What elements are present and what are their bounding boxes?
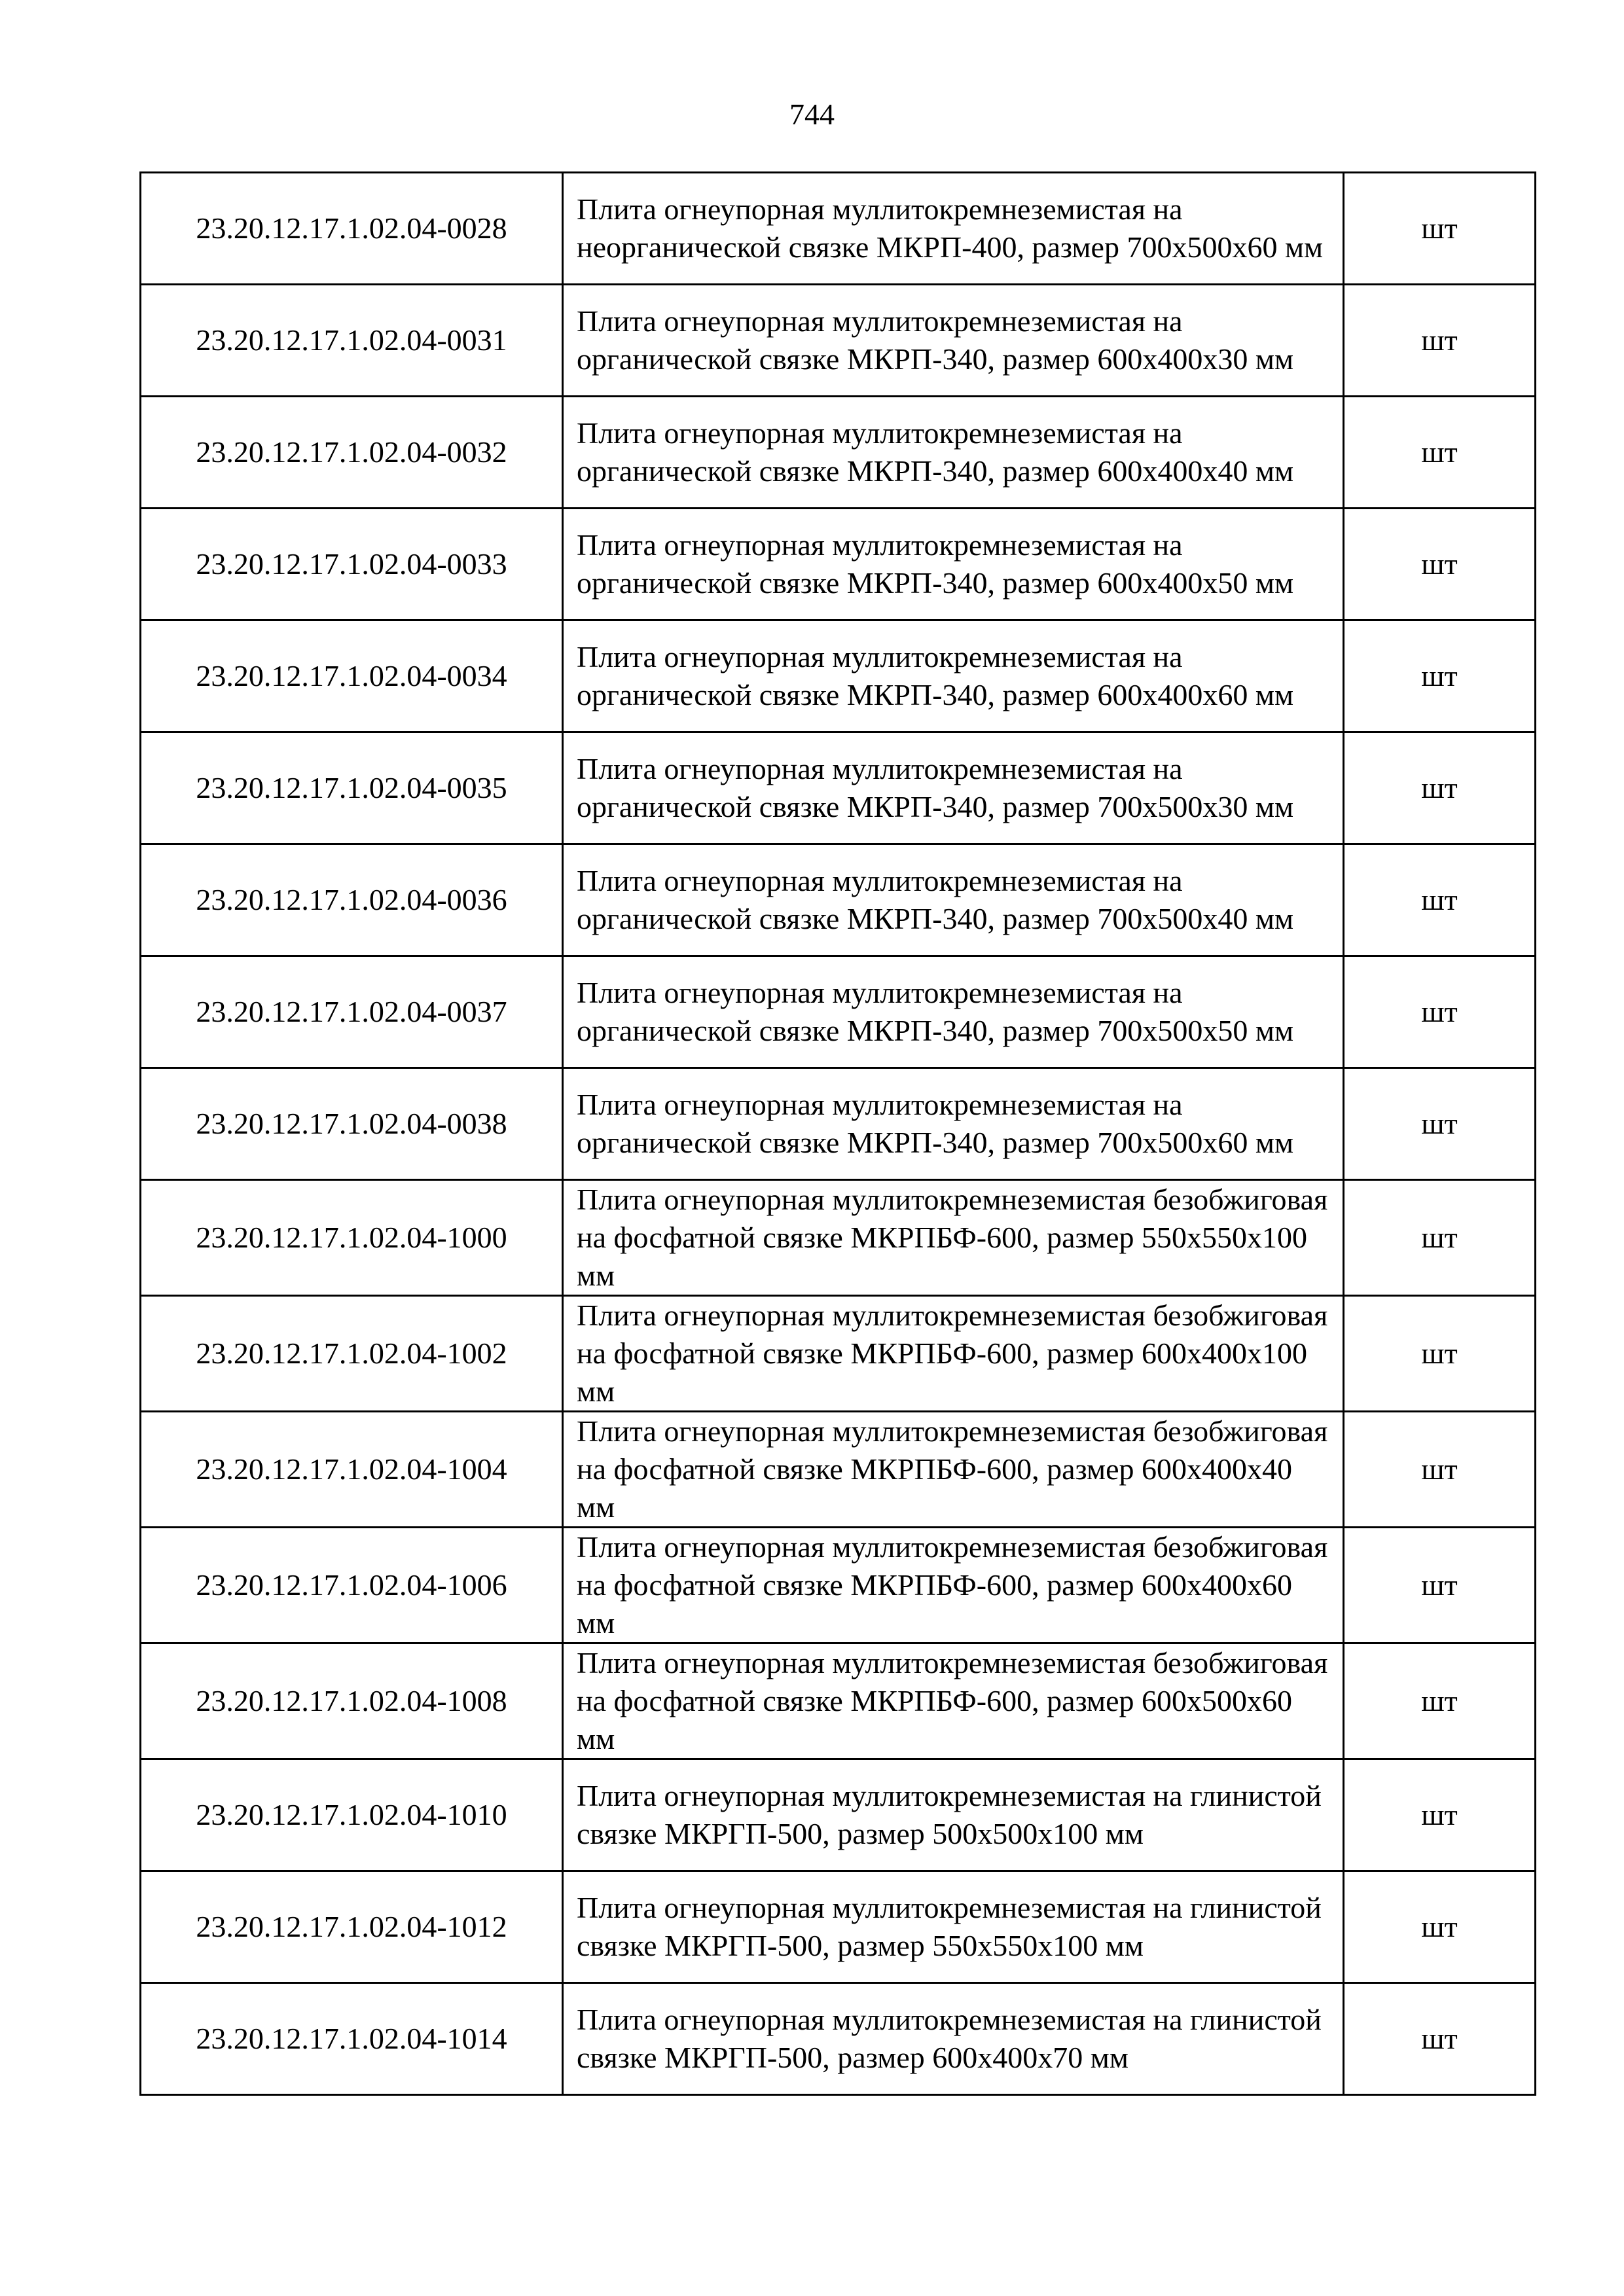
unit-cell: шт bbox=[1344, 1759, 1536, 1871]
resource-code-cell: 23.20.12.17.1.02.04-1014 bbox=[141, 1983, 563, 2095]
table-row bbox=[141, 285, 1536, 397]
table-row bbox=[141, 173, 1536, 285]
resource-description-cell: Плита огнеупорная муллитокремнеземистая на органической связке МКРП-340, размер 700x500x30 мм bbox=[563, 732, 1344, 844]
table-row bbox=[141, 1412, 1536, 1528]
unit-cell: шт bbox=[1344, 1296, 1536, 1412]
table-row bbox=[141, 956, 1536, 1068]
unit-cell: шт bbox=[1344, 844, 1536, 956]
resource-code-cell: 23.20.12.17.1.02.04-1010 bbox=[141, 1759, 563, 1871]
catalog-table bbox=[139, 171, 1536, 2096]
resource-code-cell: 23.20.12.17.1.02.04-0036 bbox=[141, 844, 563, 956]
resource-description-cell: Плита огнеупорная муллитокремнеземистая на органической связке МКРП-340, размер 600x400x50 мм bbox=[563, 509, 1344, 620]
table-row bbox=[141, 732, 1536, 844]
unit-cell: шт bbox=[1344, 620, 1536, 732]
unit-cell: шт bbox=[1344, 956, 1536, 1068]
table-row bbox=[141, 1528, 1536, 1643]
unit-cell: шт bbox=[1344, 509, 1536, 620]
table-row bbox=[141, 620, 1536, 732]
table-row bbox=[141, 1296, 1536, 1412]
unit-cell: шт bbox=[1344, 1412, 1536, 1528]
table-row bbox=[141, 1759, 1536, 1871]
unit-cell: шт bbox=[1344, 1983, 1536, 2095]
resource-description-cell: Плита огнеупорная муллитокремнеземистая безобжиговая на фосфатной связке МКРПБФ-600, размер 600x400x40 мм bbox=[563, 1412, 1344, 1528]
resource-description-cell: Плита огнеупорная муллитокремнеземистая на органической связке МКРП-340, размер 700x500x40 мм bbox=[563, 844, 1344, 956]
resource-code-cell: 23.20.12.17.1.02.04-1002 bbox=[141, 1296, 563, 1412]
resource-code-cell: 23.20.12.17.1.02.04-1006 bbox=[141, 1528, 563, 1643]
catalog-table-body bbox=[141, 173, 1536, 2095]
resource-code-cell: 23.20.12.17.1.02.04-1008 bbox=[141, 1643, 563, 1759]
resource-description-cell: Плита огнеупорная муллитокремнеземистая безобжиговая на фосфатной связке МКРПБФ-600, размер 600x500x60 мм bbox=[563, 1643, 1344, 1759]
resource-description-cell: Плита огнеупорная муллитокремнеземистая на органической связке МКРП-340, размер 600x400x30 мм bbox=[563, 285, 1344, 397]
resource-code-cell: 23.20.12.17.1.02.04-0028 bbox=[141, 173, 563, 285]
unit-cell: шт bbox=[1344, 1871, 1536, 1983]
table-row bbox=[141, 844, 1536, 956]
unit-cell: шт bbox=[1344, 173, 1536, 285]
resource-description-cell: Плита огнеупорная муллитокремнеземистая безобжиговая на фосфатной связке МКРПБФ-600, размер 550x550x100 мм bbox=[563, 1180, 1344, 1296]
resource-code-cell: 23.20.12.17.1.02.04-1000 bbox=[141, 1180, 563, 1296]
resource-description-cell: Плита огнеупорная муллитокремнеземистая на органической связке МКРП-340, размер 600x400x40 мм bbox=[563, 397, 1344, 509]
resource-description-cell: Плита огнеупорная муллитокремнеземистая безобжиговая на фосфатной связке МКРПБФ-600, размер 600x400x60 мм bbox=[563, 1528, 1344, 1643]
table-row bbox=[141, 397, 1536, 509]
resource-description-cell: Плита огнеупорная муллитокремнеземистая на глинистой связке МКРГП-500, размер 600x400x70 мм bbox=[563, 1983, 1344, 2095]
table-row bbox=[141, 1983, 1536, 2095]
resource-description-cell: Плита огнеупорная муллитокремнеземистая на органической связке МКРП-340, размер 600x400x60 мм bbox=[563, 620, 1344, 732]
unit-cell: шт bbox=[1344, 1180, 1536, 1296]
resource-description-cell: Плита огнеупорная муллитокремнеземистая на органической связке МКРП-340, размер 700x500x60 мм bbox=[563, 1068, 1344, 1180]
table-row bbox=[141, 1643, 1536, 1759]
resource-code-cell: 23.20.12.17.1.02.04-1004 bbox=[141, 1412, 563, 1528]
resource-code-cell: 23.20.12.17.1.02.04-0034 bbox=[141, 620, 563, 732]
unit-cell: шт bbox=[1344, 1528, 1536, 1643]
unit-cell: шт bbox=[1344, 1068, 1536, 1180]
page-number: 744 bbox=[789, 98, 835, 131]
resource-description-cell: Плита огнеупорная муллитокремнеземистая на глинистой связке МКРГП-500, размер 550x550x100 мм bbox=[563, 1871, 1344, 1983]
resource-description-cell: Плита огнеупорная муллитокремнеземистая безобжиговая на фосфатной связке МКРПБФ-600, размер 600x400x100 мм bbox=[563, 1296, 1344, 1412]
unit-cell: шт bbox=[1344, 397, 1536, 509]
unit-cell: шт bbox=[1344, 285, 1536, 397]
resource-description-cell: Плита огнеупорная муллитокремнеземистая на органической связке МКРП-340, размер 700x500x50 мм bbox=[563, 956, 1344, 1068]
table-row bbox=[141, 1871, 1536, 1983]
resource-code-cell: 23.20.12.17.1.02.04-1012 bbox=[141, 1871, 563, 1983]
resource-description-cell: Плита огнеупорная муллитокремнеземистая на глинистой связке МКРГП-500, размер 500x500x100 мм bbox=[563, 1759, 1344, 1871]
unit-cell: шт bbox=[1344, 1643, 1536, 1759]
resource-code-cell: 23.20.12.17.1.02.04-0032 bbox=[141, 397, 563, 509]
resource-description-cell: Плита огнеупорная муллитокремнеземистая на неорганической связке МКРП-400, размер 700x500x60 мм bbox=[563, 173, 1344, 285]
table-row bbox=[141, 509, 1536, 620]
table-row bbox=[141, 1068, 1536, 1180]
resource-code-cell: 23.20.12.17.1.02.04-0035 bbox=[141, 732, 563, 844]
resource-code-cell: 23.20.12.17.1.02.04-0033 bbox=[141, 509, 563, 620]
table-row bbox=[141, 1180, 1536, 1296]
resource-code-cell: 23.20.12.17.1.02.04-0038 bbox=[141, 1068, 563, 1180]
resource-code-cell: 23.20.12.17.1.02.04-0037 bbox=[141, 956, 563, 1068]
resource-code-cell: 23.20.12.17.1.02.04-0031 bbox=[141, 285, 563, 397]
unit-cell: шт bbox=[1344, 732, 1536, 844]
